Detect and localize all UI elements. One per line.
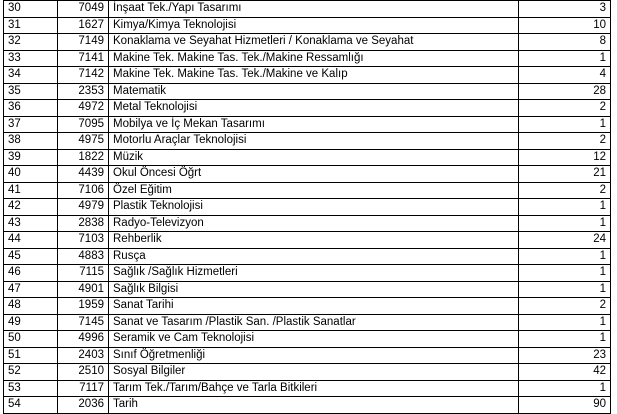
branch-name-cell: Matematik: [109, 83, 519, 100]
branch-code-cell: 2510: [58, 364, 109, 381]
row-number-cell: 48: [4, 298, 58, 315]
count-cell: 8: [519, 34, 611, 51]
branch-name-cell: Sınıf Öğretmenliği: [109, 347, 519, 364]
branch-code-cell: 7115: [58, 265, 109, 282]
branch-name-cell: Mobilya ve İç Mekan Tasarımı: [109, 116, 519, 133]
table-row: [4, 298, 611, 315]
branch-code-cell: 4972: [58, 100, 109, 117]
table-row: [4, 133, 611, 150]
branch-code-cell: 7142: [58, 67, 109, 84]
count-cell: 1: [519, 248, 611, 265]
branch-code-cell: 7141: [58, 50, 109, 67]
count-cell: 23: [519, 347, 611, 364]
table-row: [4, 116, 611, 133]
branch-name-cell: Tarım Tek./Tarım/Bahçe ve Tarla Bitkileri: [109, 380, 519, 397]
table-row: [4, 149, 611, 166]
table-row: [4, 248, 611, 265]
table-row: [4, 166, 611, 183]
count-cell: 3: [519, 1, 611, 18]
count-cell: 21: [519, 166, 611, 183]
branch-code-cell: 4979: [58, 199, 109, 216]
row-number-cell: 38: [4, 133, 58, 150]
branch-code-cell: 2403: [58, 347, 109, 364]
branch-name-cell: Radyo-Televizyon: [109, 215, 519, 232]
table-row: [4, 331, 611, 348]
branch-name-cell: Sağlık /Sağlık Hizmetleri: [109, 265, 519, 282]
branch-name-cell: Sağlık Bilgisi: [109, 281, 519, 298]
branch-code-cell: 7106: [58, 182, 109, 199]
count-cell: 1: [519, 380, 611, 397]
branch-name-cell: Makine Tek. Makine Tas. Tek./Makine Ressamlığı: [109, 50, 519, 67]
table-row: [4, 1, 611, 18]
branch-code-cell: 4975: [58, 133, 109, 150]
branch-code-cell: 1627: [58, 17, 109, 34]
branch-code-cell: 4996: [58, 331, 109, 348]
branch-code-cell: 4901: [58, 281, 109, 298]
row-number-cell: 35: [4, 83, 58, 100]
count-cell: 1: [519, 215, 611, 232]
branch-name-cell: Makine Tek. Makine Tas. Tek./Makine ve Kalıp: [109, 67, 519, 84]
row-number-cell: 43: [4, 215, 58, 232]
branch-name-cell: Kimya/Kimya Teknolojisi: [109, 17, 519, 34]
branch-code-cell: 1959: [58, 298, 109, 315]
table-row: [4, 17, 611, 34]
table-row: [4, 199, 611, 216]
table-row: [4, 347, 611, 364]
row-number-cell: 39: [4, 149, 58, 166]
branch-name-cell: Seramik ve Cam Teknolojisi: [109, 331, 519, 348]
count-cell: 1: [519, 199, 611, 216]
table-row: [4, 100, 611, 117]
branch-code-cell: 4883: [58, 248, 109, 265]
count-cell: 2: [519, 133, 611, 150]
row-number-cell: 42: [4, 199, 58, 216]
branch-name-cell: Okul Öncesi Öğrt: [109, 166, 519, 183]
branch-code-cell: 1822: [58, 149, 109, 166]
table-row: [4, 232, 611, 249]
row-number-cell: 52: [4, 364, 58, 381]
branch-code-cell: 7149: [58, 34, 109, 51]
table-row: [4, 67, 611, 84]
branch-name-cell: Motorlu Araçlar Teknolojisi: [109, 133, 519, 150]
branch-code-cell: 7103: [58, 232, 109, 249]
row-number-cell: 47: [4, 281, 58, 298]
branch-name-cell: Rehberlik: [109, 232, 519, 249]
count-cell: 2: [519, 182, 611, 199]
row-number-cell: 46: [4, 265, 58, 282]
row-number-cell: 37: [4, 116, 58, 133]
row-number-cell: 51: [4, 347, 58, 364]
table-row: [4, 182, 611, 199]
row-number-cell: 49: [4, 314, 58, 331]
count-cell: 1: [519, 331, 611, 348]
count-cell: 24: [519, 232, 611, 249]
row-number-cell: 44: [4, 232, 58, 249]
row-number-cell: 34: [4, 67, 58, 84]
count-cell: 2: [519, 298, 611, 315]
count-cell: 1: [519, 50, 611, 67]
branch-code-cell: 2036: [58, 397, 109, 414]
row-number-cell: 30: [4, 1, 58, 18]
count-cell: 12: [519, 149, 611, 166]
count-cell: 1: [519, 281, 611, 298]
table-row: [4, 50, 611, 67]
table-body: [4, 1, 611, 414]
row-number-cell: 31: [4, 17, 58, 34]
table-row: [4, 83, 611, 100]
row-number-cell: 40: [4, 166, 58, 183]
count-cell: 2: [519, 100, 611, 117]
branch-name-cell: İnşaat Tek./Yapı Tasarımı: [109, 1, 519, 18]
table-row: [4, 34, 611, 51]
count-cell: 90: [519, 397, 611, 414]
branch-name-cell: Sanat Tarihi: [109, 298, 519, 315]
count-cell: 1: [519, 314, 611, 331]
table-row: [4, 215, 611, 232]
count-cell: 1: [519, 116, 611, 133]
row-number-cell: 33: [4, 50, 58, 67]
row-number-cell: 32: [4, 34, 58, 51]
table-row: [4, 397, 611, 414]
branch-name-cell: Konaklama ve Seyahat Hizmetleri / Konaklama ve Seyahat: [109, 34, 519, 51]
row-number-cell: 45: [4, 248, 58, 265]
branch-code-cell: 7095: [58, 116, 109, 133]
branch-name-cell: Özel Eğitim: [109, 182, 519, 199]
count-cell: 1: [519, 265, 611, 282]
branch-code-cell: 4439: [58, 166, 109, 183]
branch-name-cell: Tarih: [109, 397, 519, 414]
row-number-cell: 36: [4, 100, 58, 117]
table-row: [4, 364, 611, 381]
count-cell: 28: [519, 83, 611, 100]
branch-code-cell: 7117: [58, 380, 109, 397]
row-number-cell: 41: [4, 182, 58, 199]
row-number-cell: 54: [4, 397, 58, 414]
branch-code-cell: 7049: [58, 1, 109, 18]
table-row: [4, 281, 611, 298]
branch-code-cell: 2838: [58, 215, 109, 232]
branch-code-cell: 2353: [58, 83, 109, 100]
count-cell: 10: [519, 17, 611, 34]
branch-table: [3, 0, 611, 414]
table-row: [4, 380, 611, 397]
branch-name-cell: Plastik Teknolojisi: [109, 199, 519, 216]
branch-name-cell: Sosyal Bilgiler: [109, 364, 519, 381]
branch-name-cell: Rusça: [109, 248, 519, 265]
count-cell: 42: [519, 364, 611, 381]
branch-name-cell: Sanat ve Tasarım /Plastik San. /Plastik Sanatlar: [109, 314, 519, 331]
branch-name-cell: Metal Teknolojisi: [109, 100, 519, 117]
row-number-cell: 53: [4, 380, 58, 397]
table-row: [4, 265, 611, 282]
row-number-cell: 50: [4, 331, 58, 348]
count-cell: 4: [519, 67, 611, 84]
branch-code-cell: 7145: [58, 314, 109, 331]
table-row: [4, 314, 611, 331]
branch-name-cell: Müzik: [109, 149, 519, 166]
